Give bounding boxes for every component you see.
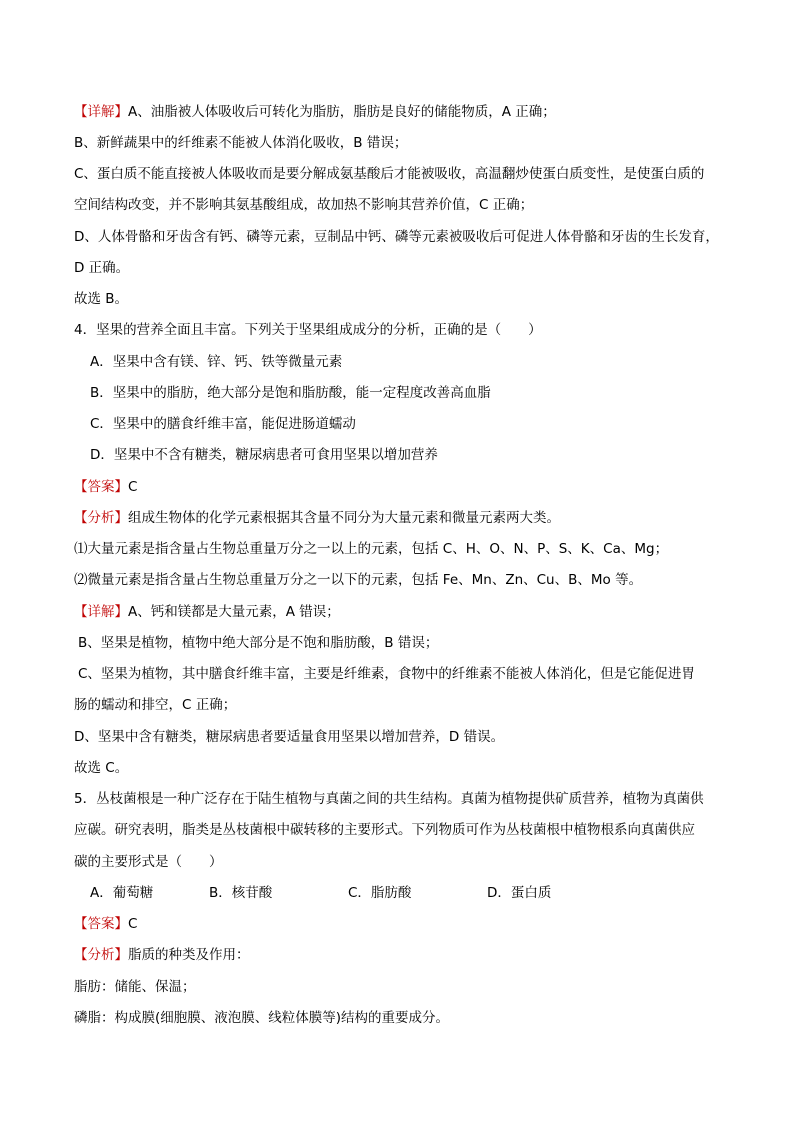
- answer-tag: 【答案】: [74, 916, 128, 932]
- q5-option-b: B．核苷酸: [209, 885, 273, 901]
- q5-stem-line-2: 应碳。研究表明，脂类是丛枝菌根中碳转移的主要形式。下列物质可作为丛枝菌根中植物根系向真菌供应: [74, 822, 695, 838]
- q5-phospholipid-line: 磷脂：构成膜(细胞膜、液泡膜、线粒体膜等)结构的重要成分。: [74, 1010, 450, 1026]
- q4-point-1: ⑴大量元素是指含量占生物总重量万分之一以上的元素，包括 C、H、O、N、P、S、K、Ca、Mg；: [74, 541, 669, 557]
- q4-detail-a-line: [74, 602, 340, 622]
- q4-answer-value: C: [128, 479, 138, 495]
- q5-answer-value: C: [128, 916, 138, 932]
- q4-stem: 4．坚果的营养全面且丰富。下列关于坚果组成成分的分析，正确的是（ ）: [74, 322, 542, 338]
- q3-detail-d-line-2: D 正确。: [74, 260, 130, 276]
- q3-detail-d-line-1: D、人体骨骼和牙齿含有钙、磷等元素，豆制品中钙、磷等元素被吸收后可促进人体骨骼和牙齿的生长发育，: [74, 229, 719, 245]
- q4-detail-c-line-2: 肠的蠕动和排空，C 正确；: [74, 697, 237, 713]
- q5-fat-line: 脂肪：储能、保温；: [74, 979, 196, 995]
- q4-choose-line: 故选 C。: [74, 760, 129, 776]
- q4-point-2: ⑵微量元素是指含量占生物总重量万分之一以下的元素，包括 Fe、Mn、Zn、Cu、B、Mo 等。: [74, 572, 643, 588]
- q5-analysis-text: 脂质的种类及作用：: [128, 947, 250, 963]
- q3-detail-b-line: B、新鲜蔬果中的纤维素不能被人体消化吸收，B 错误；: [74, 135, 408, 151]
- q3-detail-a-line: [74, 102, 556, 122]
- q3-detail-c-line-1: C、蛋白质不能直接被人体吸收而是要分解成氨基酸后才能被吸收，高温翻炒使蛋白质变性，是使蛋白质的: [74, 166, 705, 182]
- q4-option-d: D．坚果中不含有糖类，糖尿病患者可食用坚果以增加营养: [90, 447, 438, 463]
- detail-tag: 【详解】: [74, 104, 128, 120]
- q4-option-a: A．坚果中含有镁、锌、钙、铁等微量元素: [90, 354, 343, 370]
- analysis-tag: 【分析】: [74, 510, 128, 526]
- q5-answer-line: [74, 914, 137, 934]
- q4-option-c: C．坚果中的膳食纤维丰富，能促进肠道蠕动: [90, 416, 356, 432]
- q4-answer-line: [74, 477, 137, 497]
- q4-detail-b-line: B、坚果是植物，植物中绝大部分是不饱和脂肪酸，B 错误；: [78, 635, 439, 651]
- q5-stem-line-1: 5．丛枝菌根是一种广泛存在于陆生植物与真菌之间的共生结构。真菌为植物提供矿质营养，植物为真菌供: [74, 791, 704, 807]
- q4-analysis-line: [74, 508, 560, 528]
- q3-detail-a-text: A、油脂被人体吸收后可转化为脂肪，脂肪是良好的储能物质，A 正确；: [128, 104, 556, 120]
- analysis-tag: 【分析】: [74, 947, 128, 963]
- detail-tag: 【详解】: [74, 604, 128, 620]
- q5-option-c: C．脂肪酸: [348, 885, 412, 901]
- q4-detail-c-line-1: C、坚果为植物，其中膳食纤维丰富，主要是纤维素，食物中的纤维素不能被人体消化，但是它能促进胃: [78, 666, 695, 682]
- q3-detail-c-line-2: 空间结构改变，并不影响其氨基酸组成，故加热不影响其营养价值，C 正确；: [74, 197, 534, 213]
- q5-stem-line-3: 碳的主要形式是（ ）: [74, 854, 223, 870]
- q3-choose-line: 故选 B。: [74, 291, 129, 307]
- q5-analysis-line: [74, 945, 250, 965]
- q5-option-d: D．蛋白质: [487, 885, 552, 901]
- answer-tag: 【答案】: [74, 479, 128, 495]
- q4-detail-a-text: A、钙和镁都是大量元素，A 错误；: [128, 604, 340, 620]
- q5-option-a: A．葡萄糖: [90, 885, 154, 901]
- q4-option-b: B．坚果中的脂肪，绝大部分是饱和脂肪酸，能一定程度改善高血脂: [90, 385, 491, 401]
- q4-analysis-text: 组成生物体的化学元素根据其含量不同分为大量元素和微量元素两大类。: [128, 510, 560, 526]
- q4-detail-d-line: D、坚果中含有糖类，糖尿病患者要适量食用坚果以增加营养，D 错误。: [74, 729, 505, 745]
